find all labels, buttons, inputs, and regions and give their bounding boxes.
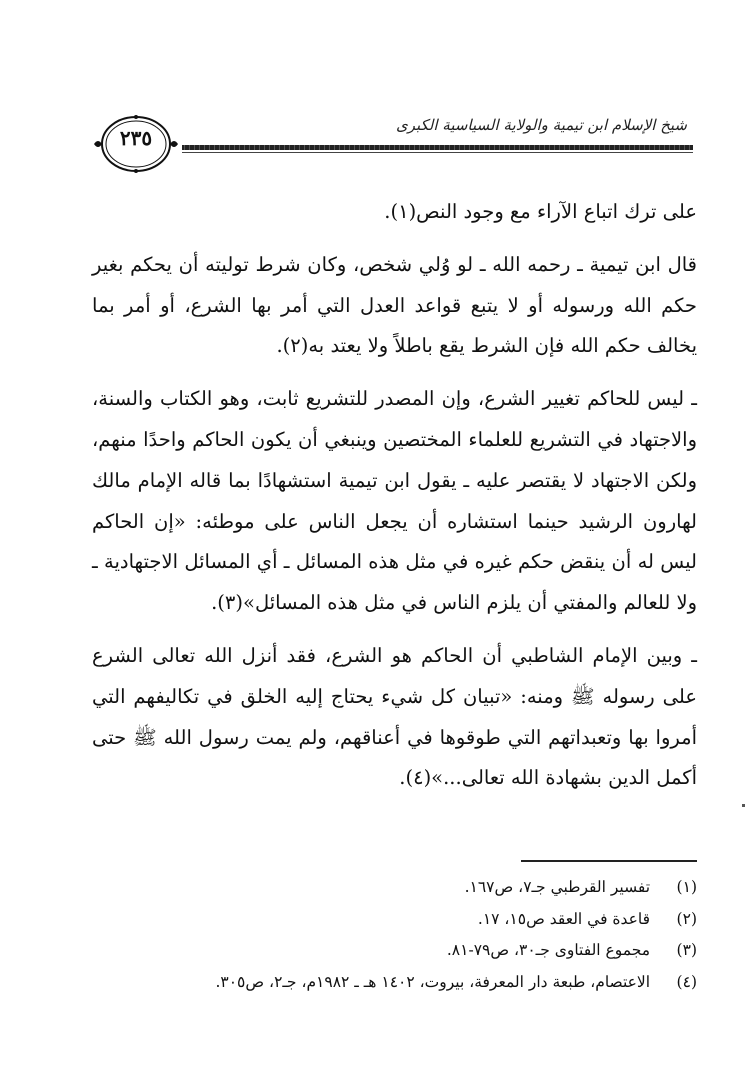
header-rule-thick: [182, 145, 693, 150]
footnote-item: [92, 904, 697, 936]
running-title: شيخ الإسلام ابن تيمية والولاية السياسية الكبرى: [395, 116, 687, 134]
footnote-item: [92, 935, 697, 967]
footnote-item: [92, 872, 697, 904]
paragraph: قال ابن تيمية ـ رحمه الله ـ لو وُلي شخص، وكان شرط توليته أن يحكم بغير حكم الله ورسوله أو لا يتبع قواعد العدل التي أمر بها الشرع، أو أمر بما يخالف حكم الله فإن الشرط يقع باطلاً ولا يعتد به(٢).: [92, 252, 697, 358]
page-number-badge: [92, 112, 180, 176]
footnote-number: (٢): [676, 909, 697, 928]
footnote-text: مجموع الفتاوى جـ٣٠، ص٧٩-٨١.: [446, 941, 651, 959]
footnote-item: [92, 967, 697, 999]
paragraph: على ترك اتباع الآراء مع وجود النص(١).: [384, 200, 697, 223]
header-rule: [182, 143, 693, 155]
scan-speck: [742, 804, 745, 807]
page-number: ٢٣٥: [119, 126, 153, 150]
paragraph: ـ وبين الإمام الشاطبي أن الحاكم هو الشرع، فقد أنزل الله تعالى الشرع على رسوله ﷺ ومنه: «تبيان كل شيء يحتاج إليه الخلق في تكاليفهم التي أمروا بها وتعبداتهم التي طوقوها في أعناقهم، ولم يمت رسول الله ﷺ حتى أكمل الدين بشهادة الله تعالى...»(٤).: [92, 643, 697, 790]
page-header: [90, 108, 695, 188]
main-text: [92, 192, 697, 799]
footnote-number: (٤): [676, 972, 697, 991]
footnote-text: تفسير القرطبي جـ٧، ص١٦٧.: [464, 878, 651, 896]
footnote-text: الاعتصام، طبعة دار المعرفة، بيروت، ١٤٠٢ هـ ـ ١٩٨٢م، جـ٢، ص٣٠٥.: [215, 972, 651, 991]
footnote-number: (٣): [676, 941, 697, 959]
footnote-text: قاعدة في العقد ص١٥، ١٧.: [477, 909, 651, 928]
footnote-divider: [521, 860, 697, 862]
header-rule-thin: [182, 152, 693, 153]
paragraph: ـ ليس للحاكم تغيير الشرع، وإن المصدر للتشريع ثابت، وهو الكتاب والسنة، والاجتهاد في التشريع للعلماء المختصين وينبغي أن يكون الحاكم واحدًا منهم، ولكن الاجتهاد لا يقتصر عليه ـ يقول ابن تيمية استشهادًا بما قاله الإمام مالك لهارون الرشيد حينما استشاره أن يجعل الناس على موطئه: «إن الحاكم ليس له أن ينقض حكم غيره في مثل هذه المسائل ـ أي المسائل الاجتهادية ـ ولا للعالم والمفتي أن يلزم الناس في مثل هذه المسائل»(٣).: [92, 387, 697, 615]
footnote-number: (١): [676, 878, 697, 896]
